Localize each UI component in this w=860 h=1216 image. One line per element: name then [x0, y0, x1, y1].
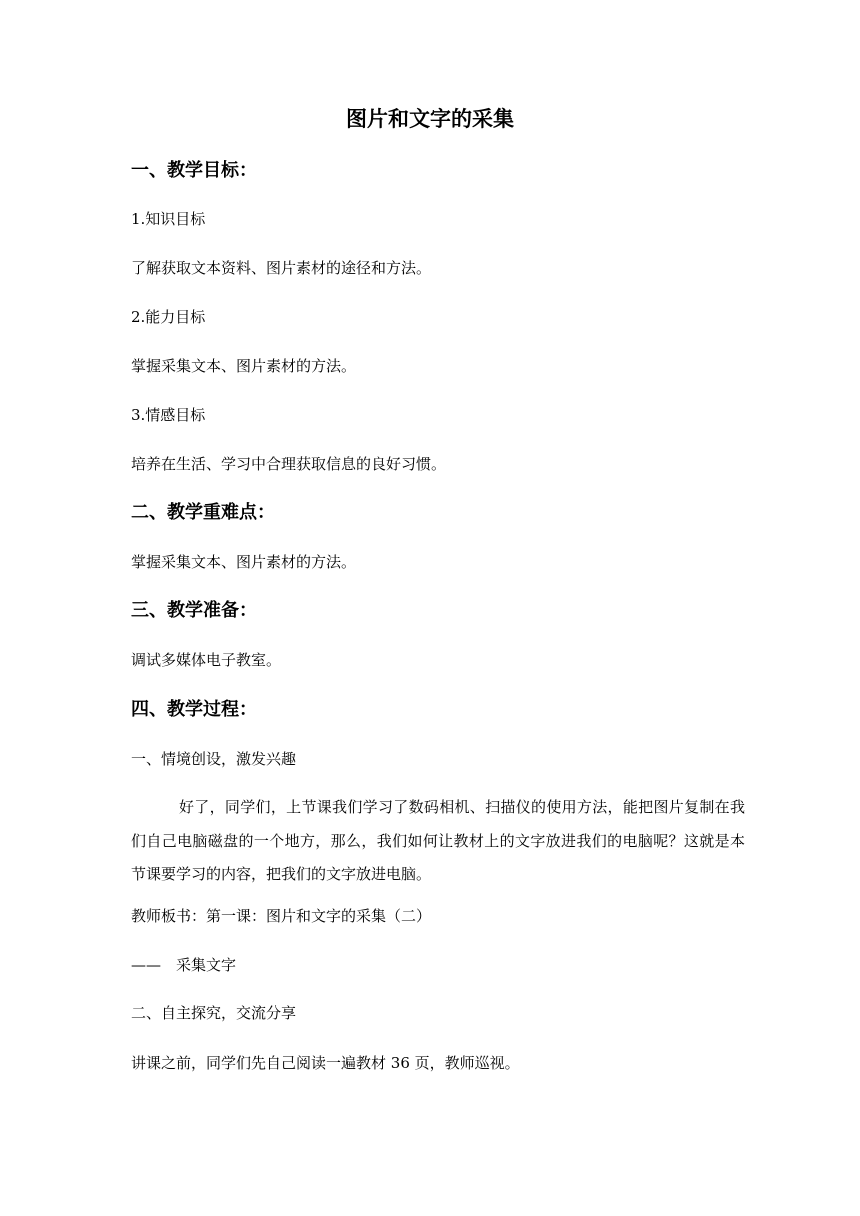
section-heading-preparation: 三、教学准备：: [131, 600, 257, 621]
section-heading-objectives: 一、教学目标：: [131, 160, 257, 181]
process-step-2-heading: 二、自主探究，交流分享: [131, 1004, 297, 1022]
objective-emotion-label: 3.情感目标: [131, 406, 206, 424]
objective-knowledge-label: 1.知识目标: [131, 210, 206, 228]
objective-emotion-text: 培养在生活、学习中合理获取信息的良好习惯。: [131, 455, 447, 473]
process-step-1-heading: 一、情境创设，激发兴趣: [131, 750, 297, 768]
process-step-1-paragraph: 好了，同学们，上节课我们学习了数码相机、扫描仪的使用方法，能把图片复制在我们自己电脑磁盘的一个地方，那么，我们如何让教材上的文字放进我们的电脑呢？这就是本节课要学习的内容，把我们的文字放进电脑。: [131, 798, 745, 883]
objective-ability-text: 掌握采集文本、图片素材的方法。: [131, 357, 357, 375]
key-points-text: 掌握采集文本、图片素材的方法。: [131, 553, 357, 571]
section-heading-process: 四、教学过程：: [131, 699, 257, 720]
objective-ability-label: 2.能力目标: [131, 308, 206, 326]
board-writing-line: 教师板书：第一课：图片和文字的采集（二）: [131, 907, 432, 925]
board-writing-subline: —— 采集文字: [131, 956, 237, 974]
objective-knowledge-text: 了解获取文本资料、图片素材的途径和方法。: [131, 259, 432, 277]
process-step-2-text: 讲课之前，同学们先自己阅读一遍教材 36 页，教师巡视。: [131, 1054, 520, 1072]
document-title: 图片和文字的采集: [346, 106, 514, 131]
section-heading-key-points: 二、教学重难点：: [131, 502, 275, 523]
preparation-text: 调试多媒体电子教室。: [131, 651, 282, 669]
